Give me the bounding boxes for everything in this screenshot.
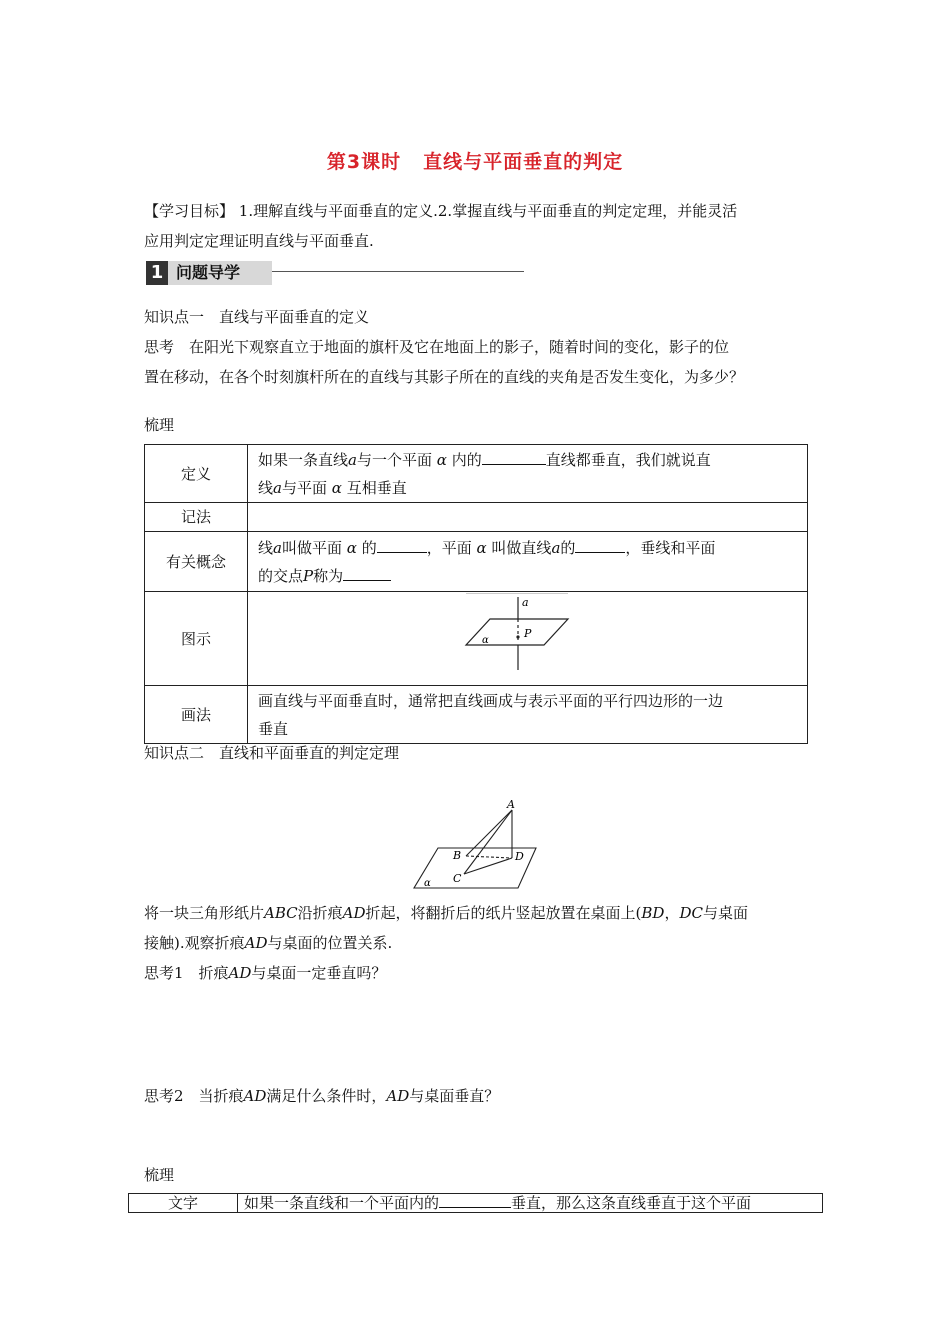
concept-text: 的交点 [258,566,304,585]
learning-objectives [144,196,824,256]
desc-sym: ABC [264,904,298,922]
def-text: 如果一条直线 [258,450,349,469]
concept-text: 叫做直线 [491,538,552,557]
desc-sym: BD [641,904,665,922]
sym-alpha: α [346,538,357,557]
concept-text: 叫做平面 [281,538,342,557]
foot-point [516,635,519,638]
sym-a: a [348,450,357,469]
sym-a: a [551,538,561,557]
kp2-heading: 知识点二 直线和平面垂直的判定定理 [144,744,400,762]
concept-text: 称为 [313,566,344,585]
note-key: 记法 [145,503,248,532]
def-text: 内的 [451,450,482,469]
think2-text: 思考2 当折痕 [144,1087,244,1105]
kp2-summary-label: 梳理 [144,1166,175,1184]
figure-value [248,592,808,686]
lesson-number: 第3课时 [326,151,402,173]
theorem-text: 如果一条直线和一个平面内的 [244,1194,440,1212]
draw-text-line1: 画直线与平面垂直时，通常把直线画成与表示平面的平行四边形的一边 [258,691,724,710]
desc-sym: AD [342,904,366,922]
think2-sym: AD [243,1087,267,1105]
edge-AC [464,810,512,874]
figure-key: 图示 [145,592,248,686]
concept-text: ，平面 [426,538,472,557]
think2 [144,1081,499,1111]
line-plane-figure [248,593,788,685]
figure-label-alpha: α [424,878,431,889]
section-title: 问题导学 [176,263,241,282]
section-number: 1 [146,261,168,285]
sym-a: a [273,478,282,497]
desc-text: ， [664,904,680,922]
figure-label-B: B [453,849,462,862]
draw-key: 画法 [145,686,248,744]
concept-key: 有关概念 [145,532,248,592]
kp2-table [128,1193,823,1213]
kp1-think-line1: 在阳光下观察直立于地面的旗杆及它在地面上的影子，随着时间的变化，影子的位 [189,338,730,356]
sym-P: P [303,566,314,585]
kp2-description [144,898,834,988]
def-text: 与平面 [281,478,327,497]
kp1-think-label: 思考 [144,338,175,356]
edge-AB [466,810,512,856]
fill-blank[interactable] [439,1194,511,1208]
think2-sym: AD [386,1087,410,1105]
def-text: 与一个平面 [356,450,432,469]
lesson-topic: 直线与平面垂直的判定 [423,151,624,173]
kp1-heading: 知识点一 直线与平面垂直的定义 [144,308,370,326]
concept-value [248,532,808,592]
draw-text-line2: 垂直 [258,719,289,738]
def-key: 定义 [145,445,248,503]
objectives-label: 【学习目标】 [144,202,235,220]
sym-alpha: α [476,538,487,557]
think1 [144,958,834,988]
figure-label-D: D [515,850,524,863]
fill-blank[interactable] [482,450,546,465]
sym-a: a [273,538,282,557]
def-value [248,445,808,503]
sym-alpha: α [331,478,342,497]
desc-text: 折起，将翻折后的纸片竖起放置在桌面上( [365,904,642,922]
page-title [0,147,950,174]
figure-label-a: a [522,595,529,609]
draw-value [248,686,808,744]
think1-text: 思考1 折痕 [144,964,229,982]
concept-text: 线 [258,538,274,557]
concept-text: 的 [560,538,576,557]
desc-sym: AD [244,934,268,952]
def-text: 直线都垂直，我们就说直 [545,450,711,469]
edge-CD [464,858,512,874]
section-header [146,261,272,285]
objectives-line1: 1.理解直线与平面垂直的定义.2.掌握直线与平面垂直的判定定理，并能灵活 [238,202,738,220]
think2-text: 与桌面垂直？ [409,1087,500,1105]
note-value[interactable] [248,503,808,532]
fill-blank[interactable] [377,538,427,553]
figure-label-A: A [507,798,515,811]
sym-alpha: α [436,450,447,469]
think1-text: 与桌面一定垂直吗？ [251,964,387,982]
desc-text: 将一块三角形纸片 [144,904,265,922]
def-text: 互相垂直 [346,478,407,497]
section-divider [272,271,524,272]
think2-text: 满足什么条件时， [266,1087,387,1105]
desc-text: 沿折痕 [297,904,343,922]
figure-label-C: C [453,872,462,885]
fill-blank[interactable] [343,566,391,581]
objectives-line2: 应用判定定理证明直线与平面垂直. [144,232,374,250]
desc-text: 与桌面的位置关系. [267,934,393,952]
figure-label-alpha: α [482,634,489,646]
folded-triangle-figure [408,796,548,892]
theorem-text: 垂直，那么这条直线垂直于这个平面 [511,1194,752,1212]
kp1-think-line2: 置在移动，在各个时刻旗杆所在的直线与其影子所在的直线的夹角是否发生变化，为多少？ [144,368,745,386]
kp1-table [144,444,808,744]
concept-text: 的 [361,538,377,557]
think1-sym: AD [228,964,252,982]
concept-text: ，垂线和平面 [625,538,716,557]
def-text: 线 [258,478,274,497]
desc-sym: DC [679,904,703,922]
desc-text: 接触).观察折痕 [144,934,245,952]
desc-text: 与桌面 [702,904,748,922]
kp1-block [144,302,824,392]
kp1-summary-label: 梳理 [144,416,175,434]
text-value [238,1194,823,1213]
text-key: 文字 [129,1194,238,1213]
edge-BD [466,856,512,858]
fill-blank[interactable] [575,538,625,553]
figure-label-P: P [524,626,532,640]
